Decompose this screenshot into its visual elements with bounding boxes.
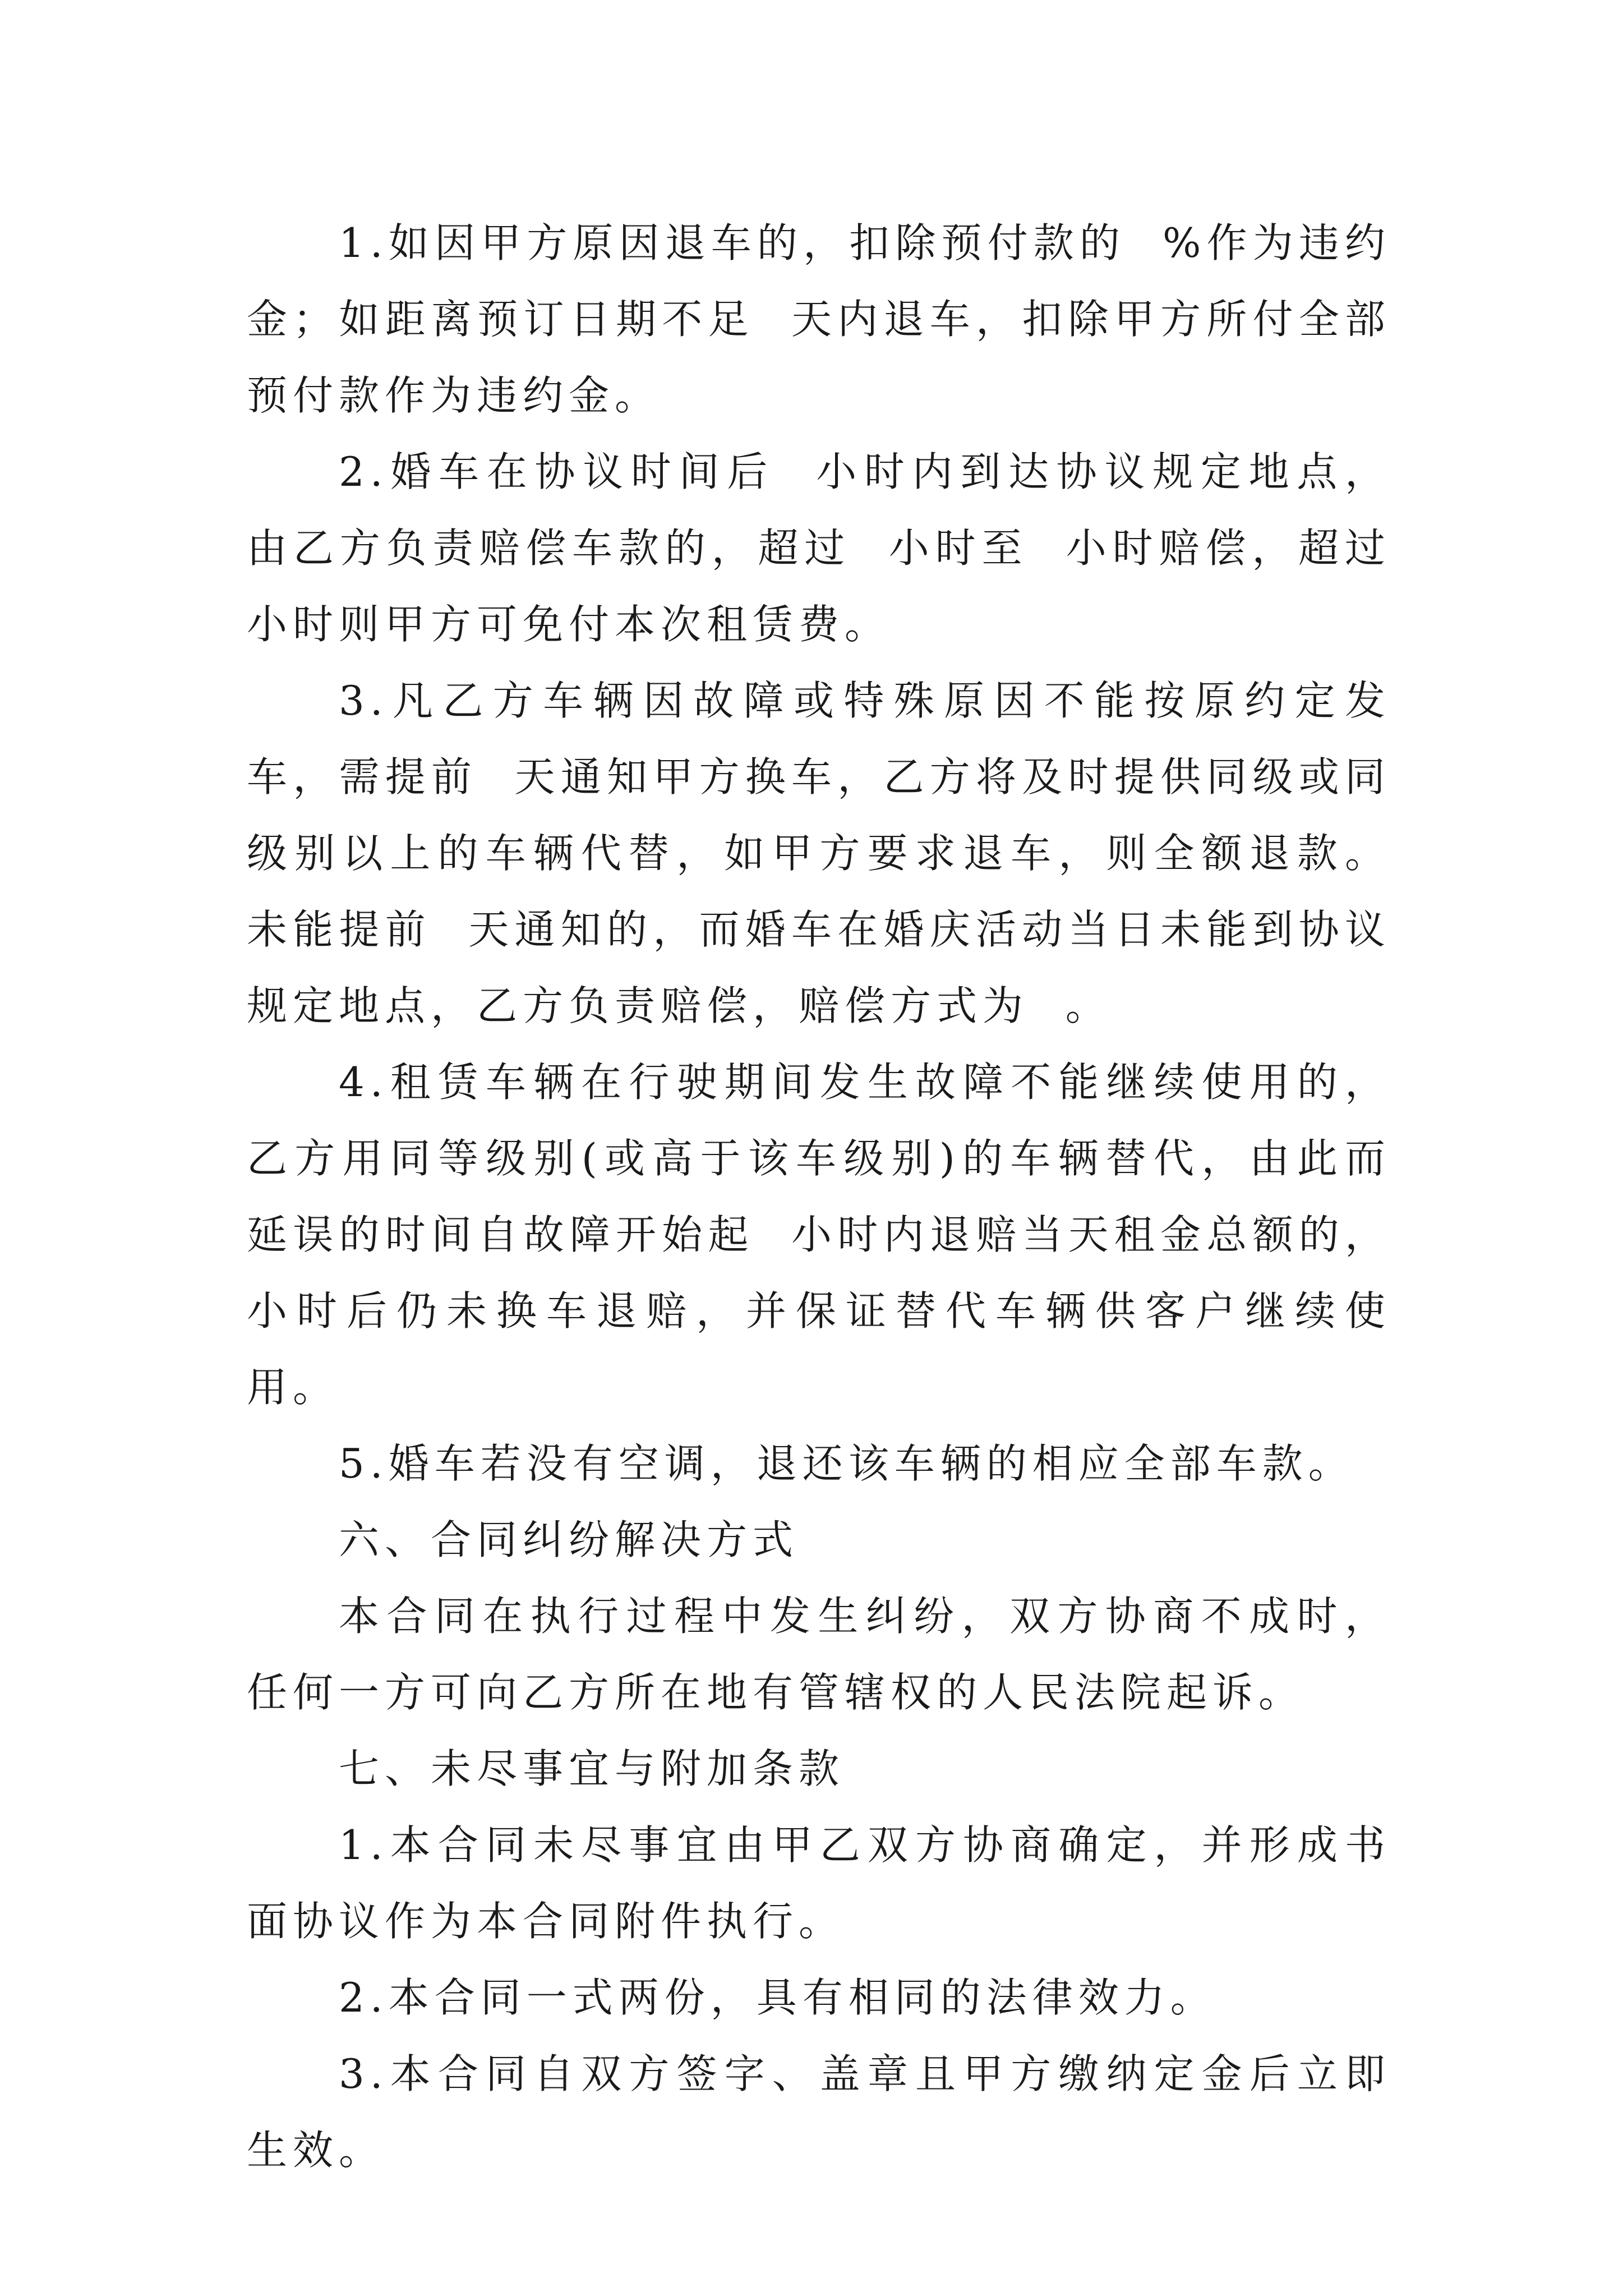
clause-4-breakdown-replacement: 4.租赁车辆在行驶期间发生故障不能继续使用的，乙方用同等级别(或高于该车级别)的车辆替代，由此而延误的时间自故障开始起 小时内退赔当天租金总额的， 小时后仍未换车退赔，并保证替代车辆供客户继续使用。 [247, 1059, 1446, 1411]
supplementary-clause-1: 1.本合同未尽事宜由甲乙双方协商确定，并形成书面协议作为本合同附件执行。 [247, 1821, 1391, 1945]
document-body [247, 205, 1446, 2188]
section-heading-dispute-resolution: 六、合同纠纷解决方式 [339, 1516, 799, 1563]
clause-3-vehicle-failure: 3.凡乙方车辆因故障或特殊原因不能按原约定发车，需提前 天通知甲方换车，乙方将及时提供同级或同级别以上的车辆代替，如甲方要求退车，则全额退款。未能提前 天通知的，而婚车在婚庆活动当日未能到协议规定地点，乙方负责赔偿，赔偿方式为 。 [247, 677, 1391, 1029]
clause-2-late-arrival: 2.婚车在协议时间后 小时内到达协议规定地点，由乙方负责赔偿车款的，超过 小时至 小时赔偿，超过 小时则甲方可免付本次租赁费。 [247, 448, 1428, 648]
clause-5-air-conditioning: 5.婚车若没有空调，退还该车辆的相应全部车款。 [339, 1440, 1354, 1487]
clause-1-refund-penalty: 1.如因甲方原因退车的，扣除预付款的 %作为违约金；如距离预订日期不足 天内退车，扣除甲方所付全部预付款作为违约金。 [247, 219, 1391, 419]
supplementary-clause-2: 2.本合同一式两份，具有相同的法律效力。 [339, 1974, 1216, 2021]
dispute-resolution-text: 本合同在执行过程中发生纠纷，双方协商不成时，任何一方可向乙方所在地有管辖权的人民法院起诉。 [247, 1593, 1391, 1716]
supplementary-clause-3: 3.本合同自双方签字、盖章且甲方缴纳定金后立即生效。 [247, 2050, 1391, 2174]
section-heading-supplementary-terms: 七、未尽事宜与附加条款 [339, 1745, 845, 1792]
